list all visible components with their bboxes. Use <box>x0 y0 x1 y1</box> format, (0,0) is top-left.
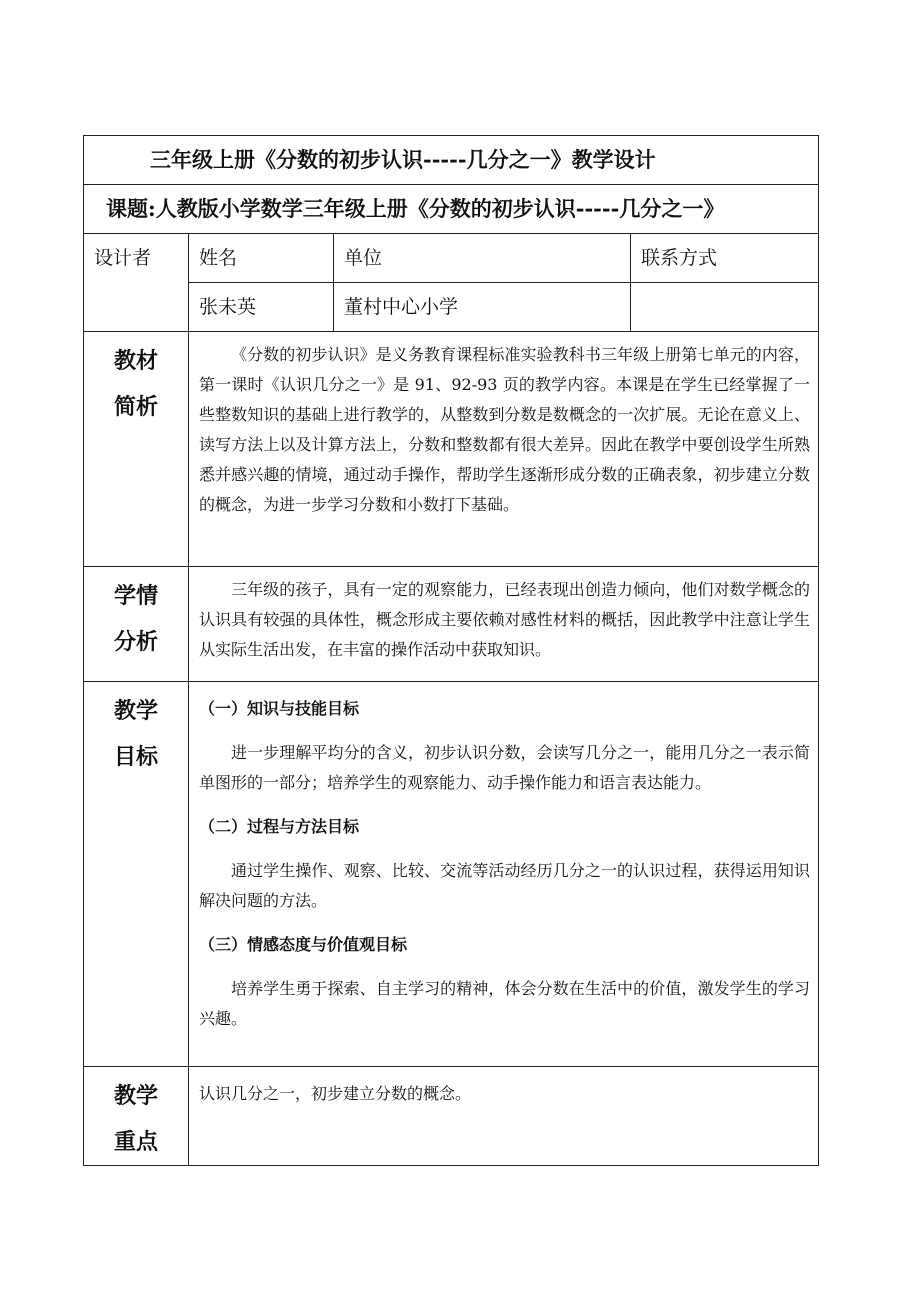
student-analysis-row <box>84 567 819 682</box>
designer-contact <box>631 283 819 332</box>
label-line-2: 重点 <box>113 1129 158 1155</box>
emotion-objective-text: 培养学生勇于探索、自主学习的精神，体会分数在生活中的价值，激发学生的学习兴趣。 <box>199 979 811 1028</box>
teaching-objectives-label <box>84 682 189 1067</box>
label-line-1: 学情 <box>113 583 158 609</box>
student-analysis-paragraph: 三年级的孩子，具有一定的观察能力，已经表现出创造力倾向，他们对数学概念的认识具有较强的具体性，概念形成主要依赖对感性材料的概括，因此教学中注意让学生从实际生活出发，在丰富的操作活动中获取知识。 <box>199 580 811 659</box>
designer-label: 设计者 <box>84 234 189 332</box>
emotion-objective-heading: （三）情感态度与价值观目标 <box>199 935 408 954</box>
key-points-row <box>84 1067 819 1166</box>
lesson-topic: 课题:人教版小学数学三年级上册《分数的初步认识-----几分之一》 <box>84 185 819 234</box>
textbook-analysis-paragraph: 《分数的初步认识》是义务教育课程标准实验教科书三年级上册第七单元的内容，第一课时《认识几分之一》是 91、92-93 页的教学内容。本课是在学生已经掌握了一些整数知识的基础上进行教学的，从整数到分数是数概念的一次扩展。无论在意义上、读写方法上以及计算方法上，分数和整数都有很大差异。因此在教学中要创设学生所熟悉并感兴趣的情境，通过动手操作，帮助学生逐渐形成分数的正确表象，初步建立分数的概念，为进一步学习分数和小数打下基础。 <box>199 345 811 514</box>
document-title: 三年级上册《分数的初步认识-----几分之一》教学设计 <box>84 136 819 185</box>
label-line-1: 教学 <box>113 698 158 724</box>
label-line-1: 教学 <box>113 1083 158 1109</box>
textbook-analysis-row <box>84 332 819 567</box>
spacer <box>199 842 810 856</box>
key-points-paragraph: 认识几分之一，初步建立分数的概念。 <box>199 1084 472 1103</box>
spacer <box>199 798 810 812</box>
spacer <box>199 916 810 930</box>
designer-value-row <box>84 283 819 332</box>
key-points-content <box>189 1067 819 1166</box>
textbook-analysis-content <box>189 332 819 567</box>
title-row <box>84 136 819 185</box>
contact-header: 联系方式 <box>631 234 819 283</box>
knowledge-objective-text: 进一步理解平均分的含义，初步认识分数，会读写几分之一，能用几分之一表示简单图形的一部分；培养学生的观察能力、动手操作能力和语言表达能力。 <box>199 743 811 792</box>
spacer <box>199 960 810 974</box>
teaching-objectives-content <box>189 682 819 1067</box>
label-line-1: 教材 <box>113 348 158 374</box>
student-analysis-content <box>189 567 819 682</box>
process-objective-text: 通过学生操作、观察、比较、交流等活动经历几分之一的认识过程，获得运用知识解决问题的方法。 <box>199 861 811 910</box>
student-analysis-label <box>84 567 189 682</box>
designer-name: 张未英 <box>189 283 334 332</box>
lesson-plan-table <box>83 135 819 1166</box>
knowledge-objective-heading: （一）知识与技能目标 <box>199 699 360 718</box>
process-objective-heading: （二）过程与方法目标 <box>199 817 360 836</box>
textbook-analysis-label <box>84 332 189 567</box>
label-line-2: 简析 <box>113 394 158 420</box>
spacer <box>199 724 810 738</box>
teaching-objectives-row <box>84 682 819 1067</box>
designer-header-row <box>84 234 819 283</box>
key-points-label <box>84 1067 189 1166</box>
topic-row <box>84 185 819 234</box>
designer-unit: 董村中心小学 <box>334 283 631 332</box>
label-line-2: 目标 <box>113 744 158 770</box>
name-header: 姓名 <box>189 234 334 283</box>
unit-header: 单位 <box>334 234 631 283</box>
label-line-2: 分析 <box>113 629 158 655</box>
